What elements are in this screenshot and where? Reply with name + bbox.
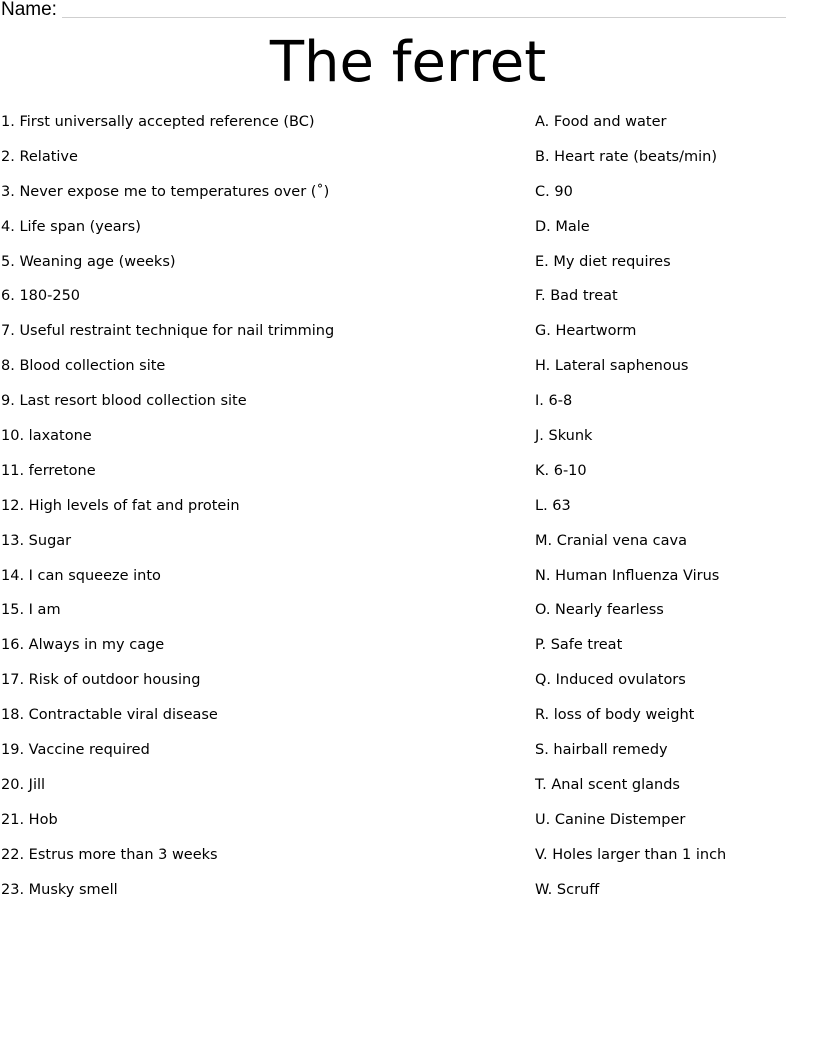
- question-item: 6. 180-250: [1, 288, 81, 305]
- question-item: 19. Vaccine required: [1, 742, 150, 759]
- answer-item: M. Cranial vena cava: [535, 532, 687, 549]
- question-item: 14. I can squeeze into: [1, 567, 161, 584]
- name-label: Name:: [1, 0, 57, 20]
- answer-item: G. Heartworm: [535, 323, 637, 340]
- answer-item: H. Lateral saphenous: [535, 358, 689, 375]
- answer-item: P. Safe treat: [535, 637, 623, 654]
- answer-item: A. Food and water: [535, 114, 667, 130]
- question-item: 7. Useful restraint technique for nail trimming: [1, 323, 335, 340]
- question-item: 13. Sugar: [1, 532, 72, 549]
- answer-item: R. loss of body weight: [535, 707, 695, 724]
- question-item: 10. laxatone: [1, 428, 92, 445]
- answer-item: L. 63: [535, 497, 571, 514]
- question-item: 18. Contractable viral disease: [1, 707, 218, 724]
- question-item: 5. Weaning age (weeks): [1, 253, 176, 270]
- question-item: 15. I am: [1, 602, 61, 619]
- answer-item: W. Scruff: [535, 881, 600, 898]
- question-item: 12. High levels of fat and protein: [1, 497, 240, 514]
- page-title: The ferret: [269, 30, 547, 95]
- question-item: 17. Risk of outdoor housing: [1, 672, 201, 689]
- question-item: 4. Life span (years): [1, 218, 141, 235]
- question-item: 16. Always in my cage: [1, 637, 165, 654]
- questions-list: [1, 112, 501, 914]
- answer-item: J. Skunk: [535, 428, 593, 445]
- answers-list: [535, 112, 805, 914]
- question-item: 1. First universally accepted reference (BC): [1, 114, 315, 130]
- answer-item: V. Holes larger than 1 inch: [535, 846, 727, 863]
- question-item: 3. Never expose me to temperatures over (˚): [1, 183, 330, 200]
- answer-item: F. Bad treat: [535, 288, 618, 305]
- question-item: 20. Jill: [1, 776, 46, 793]
- answer-item: E. My diet requires: [535, 253, 671, 270]
- answer-item: N. Human Influenza Virus: [535, 567, 720, 584]
- question-item: 9. Last resort blood collection site: [1, 393, 247, 410]
- answer-item: U. Canine Distemper: [535, 811, 686, 828]
- name-blank-line[interactable]: [62, 17, 786, 18]
- answer-item: B. Heart rate (beats/min): [535, 148, 717, 165]
- question-item: 21. Hob: [1, 811, 58, 828]
- question-item: 22. Estrus more than 3 weeks: [1, 846, 218, 863]
- answer-item: Q. Induced ovulators: [535, 672, 686, 689]
- answer-item: I. 6-8: [535, 393, 573, 410]
- answer-item: K. 6-10: [535, 462, 587, 479]
- answer-item: O. Nearly fearless: [535, 602, 664, 619]
- answer-item: T. Anal scent glands: [535, 776, 680, 793]
- question-item: 2. Relative: [1, 148, 78, 165]
- answer-item: S. hairball remedy: [535, 742, 668, 759]
- name-row: [0, 0, 790, 22]
- question-item: 11. ferretone: [1, 462, 96, 479]
- question-item: 8. Blood collection site: [1, 358, 166, 375]
- answer-item: D. Male: [535, 218, 590, 235]
- answer-item: C. 90: [535, 183, 573, 200]
- question-item: 23. Musky smell: [1, 881, 118, 898]
